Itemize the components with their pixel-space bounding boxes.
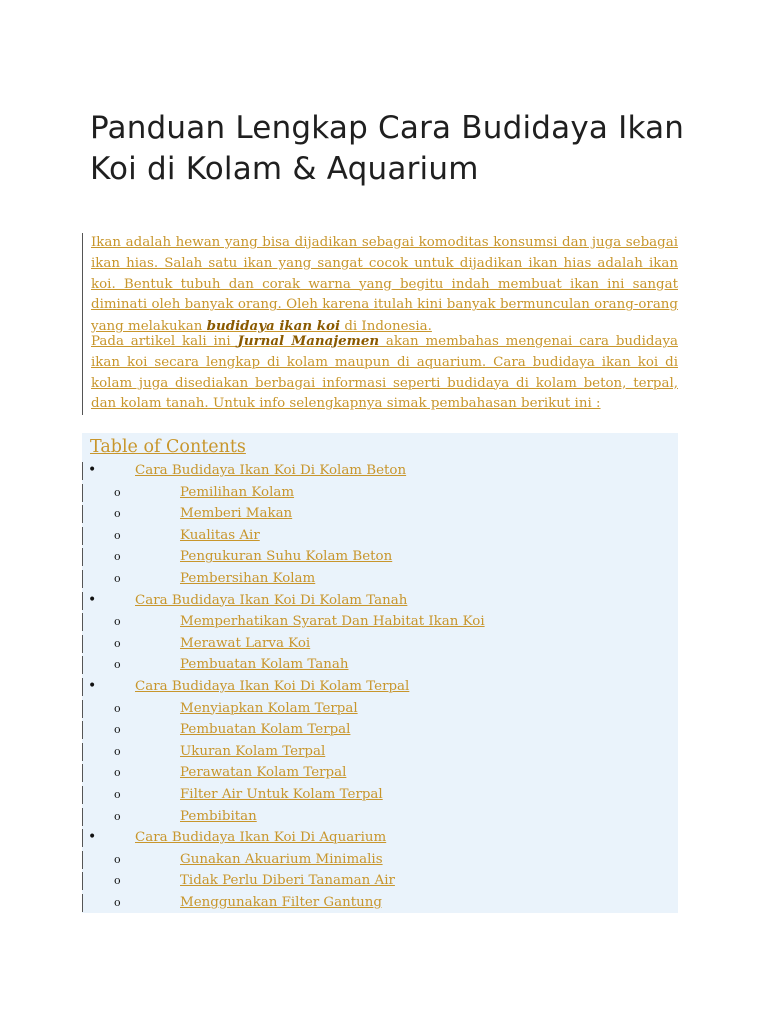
circle-bullet-icon: o [114, 572, 121, 585]
toc-subitem-link[interactable]: Perawatan Kolam Terpal [180, 765, 347, 781]
circle-bullet-icon: o [114, 723, 121, 737]
toc-rule [82, 678, 83, 696]
toc-section[interactable] [82, 827, 678, 848]
toc-rule [82, 548, 83, 566]
toc-subitem[interactable] [82, 546, 678, 567]
circle-bullet-icon: o [114, 636, 121, 650]
circle-bullet-icon: o [114, 744, 121, 758]
bullet-icon: • [88, 462, 97, 478]
toc-rule [82, 743, 83, 761]
circle-bullet-icon: o [114, 528, 121, 542]
intro-p1-keyword[interactable]: budidaya ikan koi [206, 318, 341, 335]
toc-subitem[interactable] [82, 849, 678, 870]
toc-section-link[interactable]: Cara Budidaya Ikan Koi Di Aquarium [135, 830, 387, 846]
intro-p2-end: akan membahas mengenai cara budidaya ikan koi secara lengkap di kolam maupun di aquarium. Cara budidaya ikan koi di kolam juga disediakan berbagai informasi seperti budidaya di kolam beton, terpal, dan kolam tanah. Untuk info selengkapnya simak pembahasan berikut ini : [91, 334, 678, 412]
toc-subitem-link[interactable]: Pembuatan Kolam Tanah [180, 657, 349, 673]
toc-title[interactable]: Table of Contents [90, 437, 246, 457]
toc-rule [82, 570, 83, 588]
toc-rule [82, 613, 83, 631]
toc-subitem-link[interactable]: Pembersihan Kolam [180, 571, 316, 586]
toc-section[interactable] [82, 676, 678, 697]
toc-subitem[interactable] [82, 741, 678, 762]
toc-rule [82, 808, 83, 826]
circle-bullet-icon: o [114, 874, 121, 888]
toc-section-link[interactable]: Cara Budidaya Ikan Koi Di Kolam Tanah [135, 592, 408, 608]
toc-rule [82, 656, 83, 674]
toc-rule [82, 894, 83, 912]
toc-subitem[interactable] [82, 806, 678, 827]
toc-rule [82, 484, 83, 502]
toc-subitem[interactable] [82, 892, 678, 913]
toc-rule [82, 462, 83, 480]
bullet-icon: • [88, 829, 97, 846]
toc-section[interactable] [82, 590, 678, 611]
toc-subitem-link[interactable]: Menyiapkan Kolam Terpal [180, 700, 358, 716]
toc-subitem[interactable] [82, 784, 678, 805]
intro-p2-text: Pada artikel kali ini [91, 334, 238, 349]
toc-rule [82, 505, 83, 523]
toc-subitem[interactable] [82, 762, 678, 783]
toc-section[interactable] [82, 460, 678, 481]
toc-rule [82, 527, 83, 545]
toc-subitem[interactable] [82, 568, 678, 589]
circle-bullet-icon: o [114, 550, 121, 564]
toc-rule [82, 851, 83, 869]
intro-p1-end: di Indonesia. [340, 319, 432, 335]
toc-subitem[interactable] [82, 719, 678, 740]
circle-bullet-icon: o [114, 701, 121, 715]
toc-subitem[interactable] [82, 633, 678, 654]
toc-subitem-link[interactable]: Ukuran Kolam Terpal [180, 743, 326, 759]
toc-section-link[interactable]: Cara Budidaya Ikan Koi Di Kolam Terpal [135, 679, 410, 694]
toc-subitem-link[interactable]: Memberi Makan [180, 506, 293, 522]
circle-bullet-icon: o [114, 507, 121, 521]
circle-bullet-icon: o [114, 788, 121, 801]
circle-bullet-icon: o [114, 809, 121, 823]
toc-subitem[interactable] [82, 870, 678, 891]
toc-subitem-link[interactable]: Merawat Larva Koi [180, 635, 311, 651]
circle-bullet-icon: o [114, 485, 121, 499]
toc-subitem-link[interactable]: Pengukuran Suhu Kolam Beton [180, 549, 393, 565]
circle-bullet-icon: o [114, 615, 121, 629]
toc-rule [82, 786, 83, 804]
toc-rule [82, 721, 83, 739]
toc-subitem-link[interactable]: Menggunakan Filter Gantung [180, 895, 382, 910]
toc-subitem-link[interactable]: Gunakan Akuarium Minimalis [180, 851, 383, 867]
circle-bullet-icon: o [114, 766, 121, 780]
circle-bullet-icon: o [114, 896, 121, 909]
toc-subitem-link[interactable]: Tidak Perlu Diberi Tanaman Air [180, 873, 395, 889]
bullet-icon: • [88, 591, 97, 608]
article-title: Panduan Lengkap Cara Budidaya Ikan Koi di Kolam & Aquarium [90, 110, 685, 187]
table-of-contents [82, 433, 678, 913]
toc-section-link[interactable]: Cara Budidaya Ikan Koi Di Kolam Beton [135, 463, 407, 478]
toc-rule [82, 764, 83, 782]
toc-subitem-link[interactable]: Filter Air Untuk Kolam Terpal [180, 787, 383, 802]
intro-p1-text: Ikan adalah hewan yang bisa dijadikan sebagai komoditas konsumsi dan juga sebagai ikan hias. Salah satu ikan yang sangat cocok untuk dijadikan ikan hias adalah ikan koi. Bentuk tubuh dan corak warna yang begitu indah membuat ikan ini sangat diminati oleh banyak orang. Oleh karena itulah kini banyak bermunculan orang-orang yang melakukan [91, 235, 678, 335]
toc-rule [82, 700, 83, 718]
toc-subitem-link[interactable]: Memperhatikan Syarat Dan Habitat Ikan Koi [180, 614, 485, 630]
circle-bullet-icon: o [114, 658, 121, 672]
toc-subitem[interactable] [82, 503, 678, 524]
intro-paragraph-2[interactable] [82, 331, 678, 415]
toc-rule [82, 635, 83, 653]
circle-bullet-icon: o [114, 852, 121, 866]
toc-subitem-link[interactable]: Pembuatan Kolam Terpal [180, 722, 351, 738]
toc-subitem-link[interactable]: Pemilihan Kolam [180, 484, 295, 500]
toc-subitem-link[interactable]: Pembibitan [180, 808, 257, 824]
toc-subitem[interactable] [82, 482, 678, 503]
toc-subitem[interactable] [82, 654, 678, 675]
intro-paragraph-1[interactable] [82, 233, 678, 338]
toc-subitem[interactable] [82, 698, 678, 719]
intro-p2-brand[interactable]: Jurnal Manajemen [237, 333, 380, 349]
toc-subitem[interactable] [82, 525, 678, 546]
toc-rule [82, 829, 83, 847]
toc-subitem[interactable] [82, 611, 678, 632]
toc-subitem-link[interactable]: Kualitas Air [180, 527, 260, 543]
bullet-icon: • [88, 678, 97, 694]
toc-rule [82, 872, 83, 890]
toc-rule [82, 592, 83, 610]
